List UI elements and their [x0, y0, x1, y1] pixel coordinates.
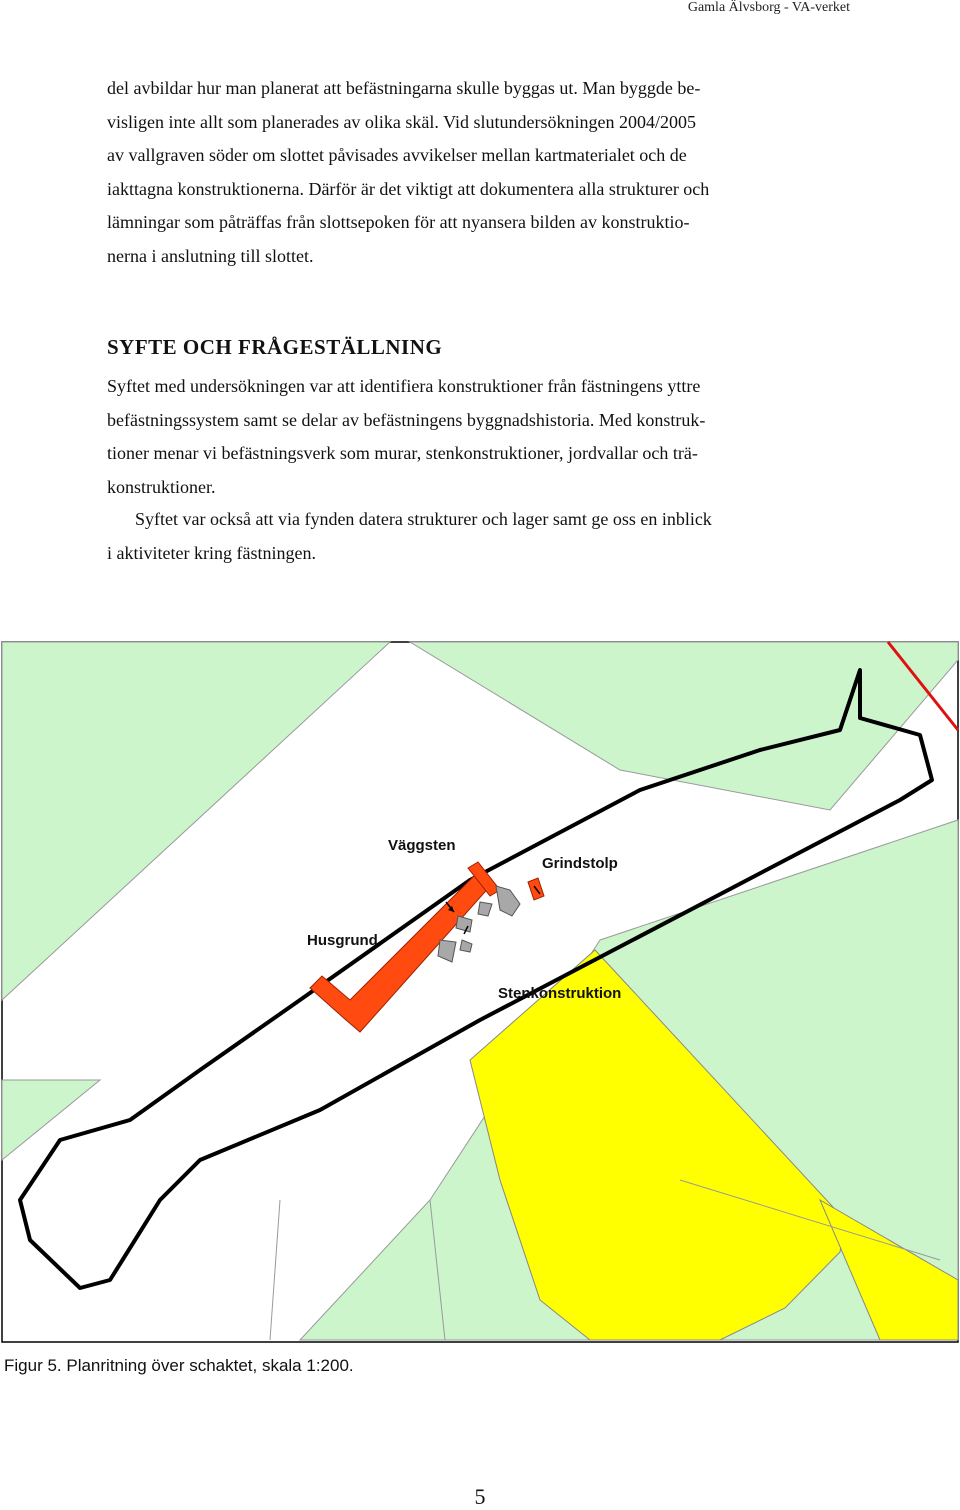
plan-drawing	[0, 640, 960, 1344]
text-line: Syftet med undersökningen var att identifiera konstruktioner från fästningens yttre	[107, 376, 701, 396]
text-line: befästningssystem samt se delar av befästningens byggnadshistoria. Med konstruk-	[107, 409, 706, 430]
text-line: Syftet var också att via fynden datera strukturer och lager samt ge oss en inblick	[135, 509, 712, 529]
text-line: iakttagna konstruktionerna. Därför är det viktigt att dokumentera alla strukturer och	[107, 178, 710, 199]
page-number: 5	[474, 1484, 486, 1509]
purpose-paragraph	[107, 370, 855, 504]
label-husgrund: Husgrund	[307, 932, 378, 949]
text-line: visligen inte allt som planerades av olika skäl. Vid slutundersökningen 2004/2005	[107, 111, 696, 132]
purpose-paragraph-2	[107, 503, 855, 570]
text-line: i aktiviteter kring fästningen.	[107, 542, 316, 563]
intro-paragraph	[107, 72, 855, 274]
label-grindstolp: Grindstolp	[542, 855, 618, 872]
figure-caption: Figur 5. Planritning över schaktet, skala 1:200.	[4, 1356, 354, 1375]
text-line: konstruktioner.	[107, 476, 216, 497]
text-line: nerna i anslutning till slottet.	[107, 245, 314, 266]
text-line: av vallgraven söder om slottet påvisades avvikelser mellan kartmaterialet och de	[107, 145, 687, 166]
running-header: Gamla Älvsborg - VA-verket	[687, 0, 850, 15]
text-line: lämningar som påträffas från slottsepoken för att nyansera bilden av konstruktio-	[107, 212, 690, 233]
section-heading: SYFTE OCH FRÅGESTÄLLNING	[107, 335, 443, 359]
label-vaggsten: Väggsten	[388, 837, 456, 854]
label-stenkonstruktion: Stenkonstruktion	[498, 985, 622, 1002]
plan-drawing-figure	[0, 640, 960, 1344]
text-line: tioner menar vi befästningsverk som murar, stenkonstruktioner, jordvallar och trä-	[107, 443, 698, 464]
text-line: del avbildar hur man planerat att befästningarna skulle byggas ut. Man byggde be-	[107, 78, 701, 98]
